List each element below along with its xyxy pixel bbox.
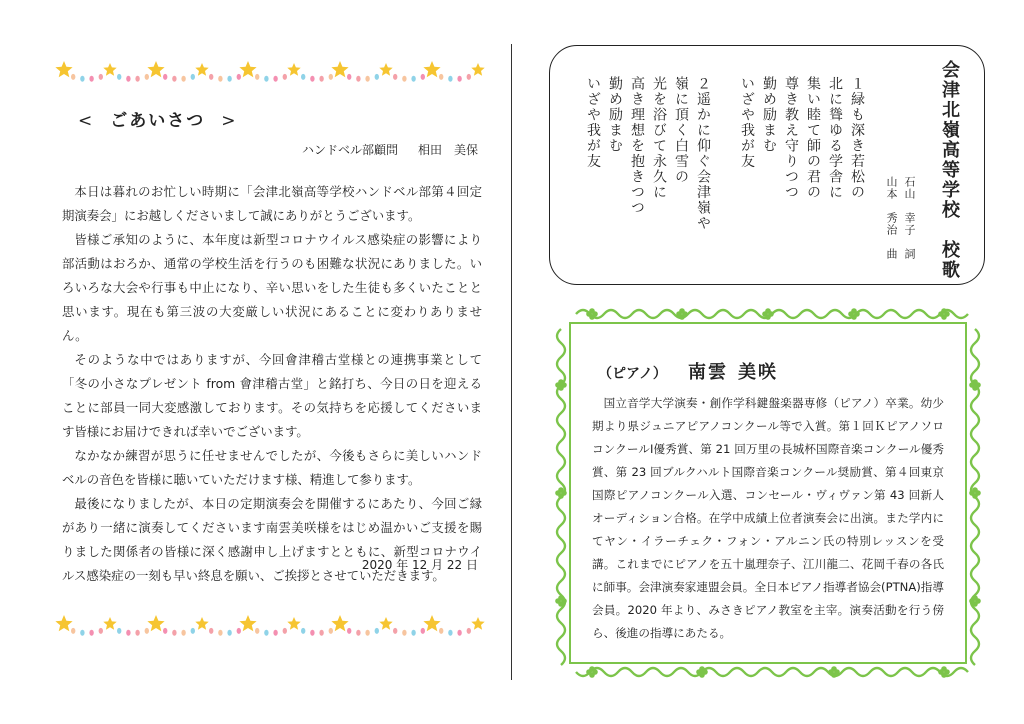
garland-dot — [283, 628, 287, 634]
garland-dot — [439, 74, 443, 80]
performer-given-name: 美咲 — [738, 362, 778, 383]
lyric-line: 勤め励まむ — [607, 76, 623, 154]
lyric-line: 光を浴びて永久に — [651, 76, 667, 200]
garland-dot — [172, 76, 176, 82]
garland-dot — [209, 74, 213, 80]
garland-dot — [301, 74, 305, 80]
clover-leaf-icon — [941, 308, 947, 314]
garland-dot — [273, 76, 277, 82]
lyric-line: 嶺に頂く白雪の — [673, 76, 689, 185]
garland-dot — [393, 74, 397, 80]
clover-leaf-icon — [765, 308, 771, 314]
garland-dot — [448, 76, 452, 82]
garland-dot — [255, 74, 259, 80]
greeting-paragraph: 本日は暮れのお忙しい時期に「会津北嶺高等学校ハンドベル部第４回定期演奏会」にお越しくださいまして誠にありがとうございます。 — [62, 184, 482, 223]
garland-dot — [310, 76, 314, 82]
garland-dot — [209, 628, 213, 634]
garland-dot — [145, 628, 149, 634]
star-icon — [379, 617, 392, 630]
lyric-line: 集い睦て師の君の — [805, 76, 821, 200]
star-icon — [55, 615, 72, 631]
garland-dot — [126, 630, 130, 636]
performer-bio: 国立音学大学演奏・創作学科鍵盤楽器専修（ピアノ）卒業。幼少期より県ジュニアピアノコンクール等で入賞。第１回ＫピアノソロコンクールⅠ優秀賞、第 21 回万里の長城杯国際音楽コンクール優秀賞、第 23 回ブルクハルト国際音楽コンクール奨励賞、第４回東京国際ピアノコンクール入選、コンセール・ヴィヴァン第 43 回新人オーディション合格。在学中成績上位者演奏会に出演。また学内にてヤン・イラーチェク・フォン・アルニン氏の特別レッスンを受講。これまでにピアノを五十嵐理奈子、江川龍二、花岡千春の各氏に師事。会津演奏家連盟会員。全日本ピアノ指導者協会(PTNA)指導会員。2020 年より、みさきピアノ教室を主宰。演奏活動を行う傍ら、後進の指導にあたる。 — [592, 396, 944, 640]
star-icon — [331, 615, 348, 631]
star-icon — [287, 63, 300, 76]
garland-dot — [237, 628, 241, 634]
garland-dot — [439, 628, 443, 634]
garland-dot — [319, 76, 323, 82]
garland-dot — [467, 74, 471, 80]
greeting-paragraph: なかなか練習が思うに任せませんでしたが、今後もさらに美しいハンドベルの音色を皆様に聴いていただけます様、精進して参ります。 — [62, 448, 482, 487]
garland-dot — [347, 74, 351, 80]
garland-dot — [117, 628, 121, 634]
garland-dot — [99, 628, 103, 634]
star-icon — [471, 63, 484, 76]
garland-dot — [457, 630, 461, 636]
garland-dot — [227, 630, 231, 636]
lyric-line: いざや我が友 — [585, 76, 601, 169]
garland-dot — [301, 628, 305, 634]
clover-leaf-icon — [558, 487, 564, 493]
garland-dot — [218, 630, 222, 636]
garland-dot — [218, 76, 222, 82]
star-icon — [287, 617, 300, 630]
garland-dot — [347, 628, 351, 634]
garland-dot — [80, 630, 84, 636]
garland-dot — [264, 76, 268, 82]
clover-leaf-icon — [972, 487, 978, 493]
star-icon — [379, 63, 392, 76]
garland-dot — [145, 74, 149, 80]
garland-dot — [71, 74, 75, 80]
clover-leaf-icon — [972, 379, 978, 385]
star-icon — [239, 61, 256, 77]
greeting-paragraph: そのような中ではありますが、今回會津稽古堂様との連携事業として「冬の小さなプレゼント from 會津稽古堂」と銘打ち、今日の日を迎えることに部員一同大変感激しております。その気持ちを応援してくださいます皆様にお届けできれば幸いでございます。 — [62, 352, 482, 439]
star-icon — [103, 63, 116, 76]
garland-dot — [329, 628, 333, 634]
clover-leaf-icon — [851, 308, 857, 314]
garland-dot — [356, 630, 360, 636]
lyric-line: 尊き教え守りつつ — [783, 76, 799, 200]
performer-family-name: 南雲 — [688, 362, 728, 383]
garland-dot — [393, 628, 397, 634]
lyric-line: 勤め励まむ — [761, 76, 777, 154]
clover-leaf-icon — [558, 595, 564, 601]
performer-name — [688, 358, 778, 384]
garland-dot — [89, 76, 93, 82]
greeting-heading — [62, 106, 254, 131]
vine-bottom — [576, 668, 968, 676]
author-role: ハンドベル部顧問 — [301, 143, 398, 157]
garland-dot — [71, 628, 75, 634]
lyric-line: 北に聳ゆる学舎に — [827, 76, 843, 200]
star-icon — [239, 615, 256, 631]
star-garland-bottom — [52, 612, 490, 640]
garland-dot — [89, 630, 93, 636]
lyric-line: ２遥かに仰ぐ会津嶺や — [695, 76, 711, 231]
clover-leaf-icon — [589, 308, 595, 314]
star-icon — [423, 61, 440, 77]
garland-dot — [227, 76, 231, 82]
garland-dot — [273, 630, 277, 636]
star-icon — [103, 617, 116, 630]
garland-dot — [365, 630, 369, 636]
garland-dot — [163, 74, 167, 80]
garland-dot — [283, 74, 287, 80]
garland-dot — [448, 630, 452, 636]
garland-dot — [191, 74, 195, 80]
clover-leaf-icon — [699, 666, 705, 672]
garland-dot — [421, 628, 425, 634]
garland-dot — [421, 74, 425, 80]
greeting-author — [302, 141, 478, 158]
clover-leaf-icon — [972, 595, 978, 601]
lyric-line: 高き理想を抱きつつ — [629, 76, 645, 216]
star-icon — [147, 61, 164, 77]
star-icon — [195, 617, 208, 630]
garland-dot — [126, 76, 130, 82]
school-song-box — [549, 45, 985, 285]
garland-dot — [329, 74, 333, 80]
garland-dot — [375, 74, 379, 80]
garland-dot — [264, 630, 268, 636]
garland-dot — [163, 628, 167, 634]
garland-dot — [117, 74, 121, 80]
instrument-label: （ピアノ） — [598, 366, 667, 382]
author-name: 相田 美保 — [417, 143, 478, 157]
garland-dot — [411, 76, 415, 82]
school-song-title: 会津北嶺高等学校 校歌 — [939, 60, 960, 280]
star-garland-top — [52, 58, 490, 86]
star-icon — [471, 617, 484, 630]
greeting-title: ごあいさつ — [110, 111, 206, 131]
page-divider — [511, 44, 512, 680]
clover-leaf-icon — [589, 666, 595, 672]
garland-dot — [191, 628, 195, 634]
garland-dot — [135, 76, 139, 82]
bracket-open: < — [78, 111, 95, 131]
garland-dot — [467, 628, 471, 634]
garland-dot — [80, 76, 84, 82]
star-icon — [55, 61, 72, 77]
greeting-body — [62, 180, 482, 588]
garland-dot — [319, 630, 323, 636]
garland-dot — [402, 630, 406, 636]
garland-dot — [310, 630, 314, 636]
star-icon — [147, 615, 164, 631]
garland-dot — [181, 630, 185, 636]
clover-leaf-icon — [558, 379, 564, 385]
clover-leaf-icon — [831, 666, 837, 672]
star-icon — [331, 61, 348, 77]
greeting-date: 2020 年 12 月 22 日 — [361, 558, 478, 572]
garland-dot — [402, 76, 406, 82]
greeting-paragraph: 最後になりましたが、本日の定期演奏会を開催するにあたり、今回ご縁があり一緒に演奏してくださいます南雲美咲様をはじめ温かいご支援を賜りました関係者の皆様に深く感謝申し上げますとともに、新型コロナウイルス感染症の一刻も早い終息を願い、ご挨拶とさせていただきます。 — [62, 496, 482, 583]
garland-dot — [457, 76, 461, 82]
clover-leaf-icon — [941, 666, 947, 672]
garland-dot — [237, 74, 241, 80]
greeting-paragraph: 皆様ご承知のように、本年度は新型コロナウイルス感染症の影響により部活動はおろか、通常の学校生活を行うのも困難な状況にありました。いろいろな大会や行事も中止になり、辛い思いをした生徒も多くいたことと思います。現在も第三波の大変厳しい状況にあることに変わりありません。 — [62, 232, 482, 343]
clover-leaf-icon — [679, 308, 685, 314]
composer-credit: 山本 秀治 曲 — [885, 176, 898, 260]
bracket-close: > — [221, 111, 238, 131]
garland-dot — [255, 628, 259, 634]
garland-dot — [135, 630, 139, 636]
lyricist-credit: 石山 幸子 詞 — [903, 176, 916, 260]
lyric-line: １緑も深き若松の — [849, 76, 865, 200]
garland-dot — [411, 630, 415, 636]
garland-dot — [375, 628, 379, 634]
garland-dot — [181, 76, 185, 82]
garland-dot — [365, 76, 369, 82]
garland-dot — [99, 74, 103, 80]
garland-dot — [356, 76, 360, 82]
lyric-line: いざや我が友 — [739, 76, 755, 169]
garland-dot — [172, 630, 176, 636]
star-icon — [195, 63, 208, 76]
star-icon — [423, 615, 440, 631]
